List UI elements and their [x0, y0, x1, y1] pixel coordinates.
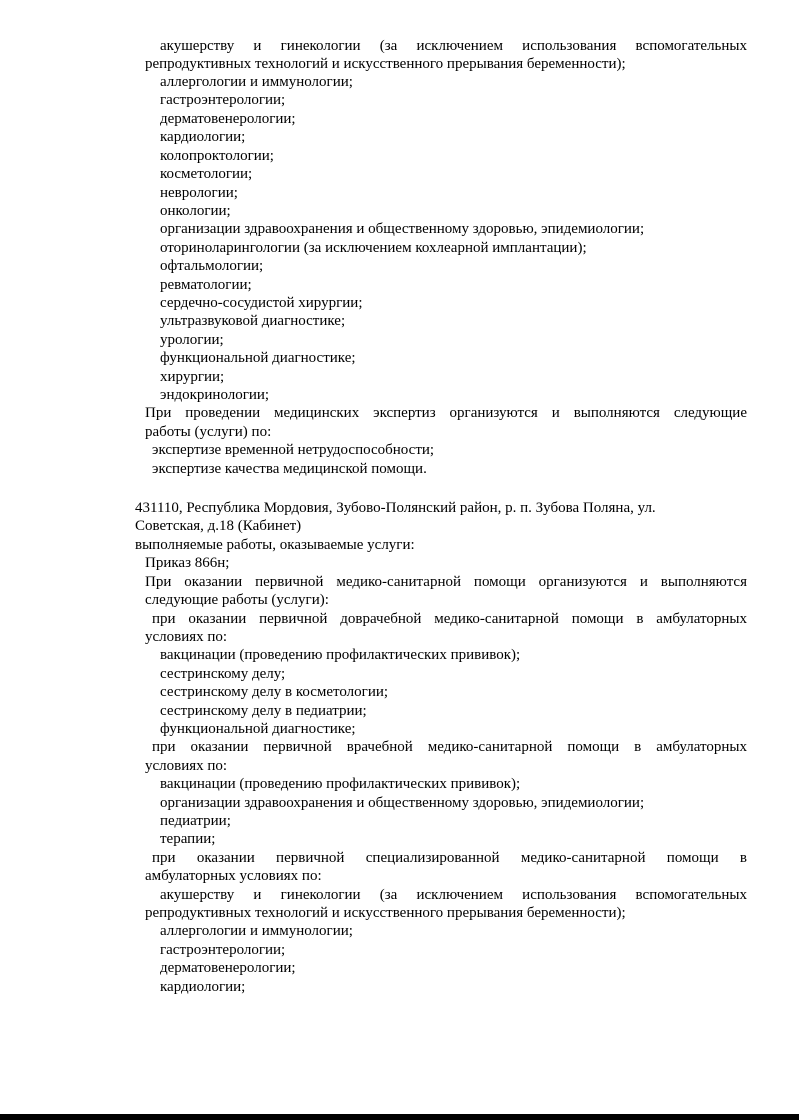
vrach-line-2: условиях по:: [145, 758, 228, 774]
list-item: урологии;: [160, 332, 224, 348]
address-line-1: 431110, Республика Мордовия, Зубово-Полянский район, р. п. Зубова Поляна, ул.: [135, 500, 656, 516]
list-item: оториноларингологии (за исключением кохлеарной имплантации);: [160, 240, 587, 256]
list-item: организации здравоохранения и общественному здоровью, эпидемиологии;: [160, 795, 645, 811]
list-item: экспертизе качества медицинской помощи.: [152, 461, 427, 477]
obgyn-line-1: акушерству и гинекологии (за исключением использования вспомогательных: [160, 887, 747, 903]
works-label: выполняемые работы, оказываемые услуги:: [135, 537, 415, 553]
list-item: экспертизе временной нетрудоспособности;: [152, 442, 435, 458]
list-item: организации здравоохранения и общественному здоровью, эпидемиологии;: [160, 221, 645, 237]
pmsp-line-2: следующие работы (услуги):: [145, 592, 329, 608]
obgyn-line-1: акушерству и гинекологии (за исключением использования вспомогательных: [160, 38, 747, 54]
list-item: гастроэнтерологии;: [160, 942, 286, 958]
list-item: гастроэнтерологии;: [160, 92, 286, 108]
list-item: вакцинации (проведению профилактических прививок);: [160, 647, 521, 663]
list-item: терапии;: [160, 831, 216, 847]
list-item: колопроктологии;: [160, 148, 274, 164]
list-item: кардиологии;: [160, 979, 246, 995]
list-item: хирургии;: [160, 369, 225, 385]
list-item: аллергологии и иммунологии;: [160, 74, 353, 90]
list-item: аллергологии и иммунологии;: [160, 923, 353, 939]
list-item: педиатрии;: [160, 813, 231, 829]
expertise-line-1: При проведении медицинских экспертиз организуются и выполняются следующие: [145, 405, 747, 421]
list-item: сестринскому делу;: [160, 666, 286, 682]
list-item: вакцинации (проведению профилактических прививок);: [160, 776, 521, 792]
list-item: онкологии;: [160, 203, 231, 219]
pmsp-line-1: При оказании первичной медико-санитарной помощи организуются и выполняются: [145, 574, 747, 590]
list-item: офтальмологии;: [160, 258, 264, 274]
list-item: эндокринологии;: [160, 387, 270, 403]
list-item: неврологии;: [160, 185, 238, 201]
vrach-line-1: при оказании первичной врачебной медико-санитарной помощи в амбулаторных: [152, 739, 747, 755]
spec-line-1: при оказании первичной специализированной медико-санитарной помощи в: [152, 850, 747, 866]
page-bottom-border: [0, 1114, 799, 1120]
list-item: функциональной диагностике;: [160, 350, 356, 366]
list-item: косметологии;: [160, 166, 253, 182]
list-item: ревматологии;: [160, 277, 252, 293]
list-item: дерматовенерологии;: [160, 960, 296, 976]
list-item: сердечно-сосудистой хирургии;: [160, 295, 363, 311]
prevrach-line-1: при оказании первичной доврачебной медико-санитарной помощи в амбулаторных: [152, 611, 747, 627]
order-label: Приказ 866н;: [145, 555, 230, 571]
expertise-line-2: работы (услуги) по:: [145, 424, 272, 440]
list-item: функциональной диагностике;: [160, 721, 356, 737]
list-item: дерматовенерологии;: [160, 111, 296, 127]
list-item: ультразвуковой диагностике;: [160, 313, 346, 329]
prevrach-line-2: условиях по:: [145, 629, 228, 645]
list-item: кардиологии;: [160, 129, 246, 145]
obgyn-line-2: репродуктивных технологий и искусственного прерывания беременности);: [145, 56, 626, 72]
list-item: сестринскому делу в косметологии;: [160, 684, 389, 700]
obgyn-line-2: репродуктивных технологий и искусственного прерывания беременности);: [145, 905, 626, 921]
spec-line-2: амбулаторных условиях по:: [145, 868, 322, 884]
list-item: сестринскому делу в педиатрии;: [160, 703, 367, 719]
address-line-2: Советская, д.18 (Кабинет): [135, 518, 302, 534]
